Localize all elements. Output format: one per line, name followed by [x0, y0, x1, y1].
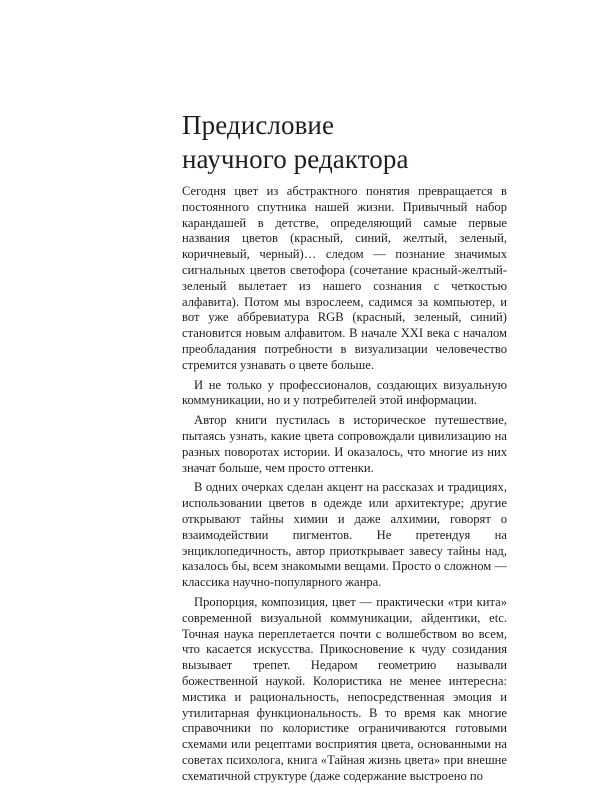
- chapter-title-line-2: научного редактора: [182, 144, 409, 174]
- body-text: [182, 184, 507, 788]
- chapter-title: [182, 108, 512, 176]
- paragraph-3: Автор книги пустилась в историческое путешествие, пытаясь узнать, какие цвета сопровождали цивилизацию на разных поворотах истории. И оказалось, что многие из них значат больше, чем просто оттенки.: [182, 413, 507, 475]
- paragraph-2: И не только у профессионалов, создающих визуальную коммуникации, но и у потребителей этой информации.: [182, 377, 507, 408]
- paragraph-5: Пропорция, композиция, цвет — практически «три кита» современной визуальной коммуникации, айдентики, etc. Точная наука переплетается почти с волшебством во всем, что касается искусства. Прикосновение к чуду созидания вызывает трепет. Недаром геометрию называли божественной наукой. Колористика не менее интересна: мистика и рациональность, непосредственная эмоция и утилитарная функциональность. В то время как многие справочники по колористике ограничиваются готовыми схемами или рецептами восприятия цвета, основанными на советах психолога, книга «Тайная жизнь цвета» при внешне схематичной структуре (даже содержание выстроено по: [182, 594, 507, 783]
- chapter-title-line-1: Предисловие: [182, 110, 335, 140]
- paragraph-4: В одних очерках сделан акцент на рассказах и традициях, использовании цветов в одежде или архитектуре; другие открывают тайны химии и даже алхимии, говорят о взаимодействии пигментов. Не претендуя на энциклопедичность, автор приоткрывает завесу тайны над, казалось бы, всем знакомыми вещами. Просто о сложном — классика научно-популярного жанра.: [182, 480, 507, 590]
- paragraph-1: Сегодня цвет из абстрактного понятия превращается в постоянного спутника нашей жизни. Привычный набор карандашей в детстве, определяющий самые первые названия цветов (красный, синий, желтый, зеленый, коричневый, черный)… следом — познание значимых сигнальных цветов светофора (сочетание красный-желтый-зеленый вылетает из нашего сознания с четкостью алфавита). Потом мы взрослеем, садимся за компьютер, и вот уже аббревиатура RGB (красный, зеленый, синий) становится новым алфавитом. В начале XXI века с началом преобладания потребности в визуализации человечество стремится узнавать о цвете больше.: [182, 184, 507, 372]
